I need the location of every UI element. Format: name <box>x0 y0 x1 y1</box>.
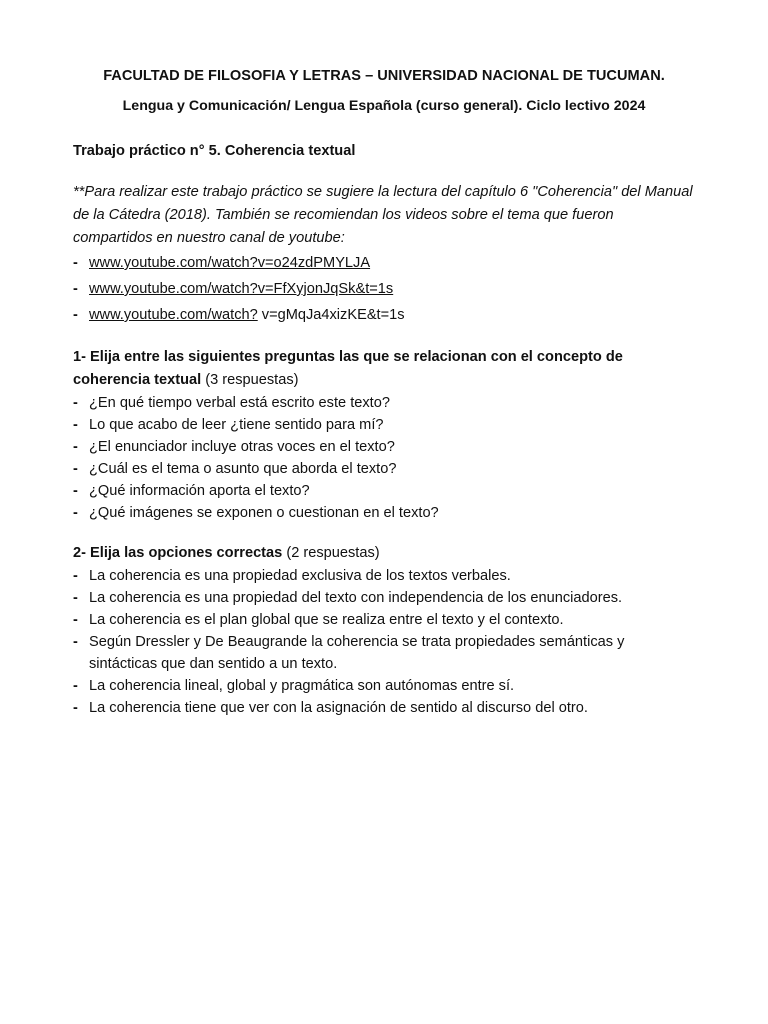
list-item: - La coherencia tiene que ver con la asignación de sentido al discurso del otro. <box>73 697 695 719</box>
list-item: - La coherencia es el plan global que se realiza entre el texto y el contexto. <box>73 609 695 631</box>
list-item: - ¿En qué tiempo verbal está escrito este texto? <box>73 392 695 414</box>
question-2 <box>73 542 695 565</box>
list-item: - ¿Qué imágenes se exponen o cuestionan en el texto? <box>73 502 695 524</box>
intro-paragraph: **Para realizar este trabajo práctico se sugiere la lectura del capítulo 6 "Coherencia" del Manual de la Cátedra (2018). También se recomiendan los videos sobre el tema que fueron compartidos en nuestro canal de youtube: <box>73 184 693 246</box>
question-1-prompt: 1- Elija entre las siguientes preguntas las que se relacionan con el concepto de coherencia textual <box>73 349 623 388</box>
youtube-link-3[interactable]: www.youtube.com/watch? <box>89 307 258 323</box>
video-link-list <box>73 250 695 328</box>
list-item: - ¿El enunciador incluye otras voces en el texto? <box>73 436 695 458</box>
list-item: - La coherencia es una propiedad del texto con independencia de los enunciadores. <box>73 587 695 609</box>
course-header: Lengua y Comunicación/ Lengua Española (curso general). Ciclo lectivo 2024 <box>122 98 646 114</box>
list-item: - Según Dressler y De Beaugrande la coherencia se trata propiedades semánticas y sintácticas que dan sentido a un texto. <box>73 631 695 675</box>
list-item: - La coherencia es una propiedad exclusiva de los textos verbales. <box>73 565 695 587</box>
question-2-prompt: 2- Elija las opciones correctas <box>73 545 283 561</box>
link-suffix: v=gMqJa4xizKE&t=1s <box>257 307 405 323</box>
list-item: - ¿Qué información aporta el texto? <box>73 480 695 502</box>
question-1-note: (3 respuestas) <box>201 372 299 388</box>
video-link-item <box>73 302 695 328</box>
assignment-title: Trabajo práctico n° 5. Coherencia textual <box>73 143 356 159</box>
video-link-item <box>73 276 695 302</box>
document-page <box>73 64 695 719</box>
youtube-link-2[interactable]: www.youtube.com/watch?v=FfXyjonJqSk&t=1s <box>89 281 394 297</box>
question-1 <box>73 346 695 392</box>
youtube-link-1[interactable]: www.youtube.com/watch?v=o24zdPMYLJA <box>89 255 371 271</box>
question-1-options <box>73 392 695 524</box>
faculty-header: FACULTAD DE FILOSOFIA Y LETRAS – UNIVERSIDAD NACIONAL DE TUCUMAN. <box>103 68 665 84</box>
question-2-options <box>73 565 695 719</box>
list-item: - La coherencia lineal, global y pragmática son autónomas entre sí. <box>73 675 695 697</box>
video-link-item <box>73 250 695 276</box>
list-item: - ¿Cuál es el tema o asunto que aborda el texto? <box>73 458 695 480</box>
list-item: - Lo que acabo de leer ¿tiene sentido para mí? <box>73 414 695 436</box>
question-2-note: (2 respuestas) <box>282 545 380 561</box>
